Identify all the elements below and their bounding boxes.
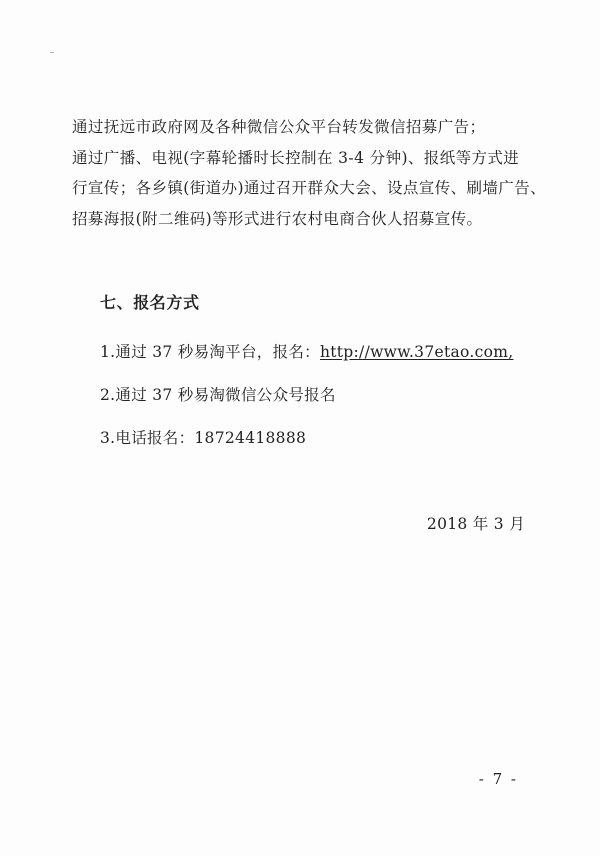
page-number: - 7 - [478, 770, 518, 788]
section-heading: 七、报名方式 [100, 293, 200, 312]
registration-url-link[interactable]: http://www.37etao.com, [319, 343, 514, 361]
scan-speck [50, 52, 54, 53]
paragraph-line: 通过抚远市政府网及各种微信公众平台转发微信招募广告； [72, 118, 486, 136]
paragraph-line: 招募海报(附二维码)等形式进行农村电商合伙人招募宣传。 [72, 209, 483, 228]
paragraph-line: 行宣传；各乡镇(街道办)通过召开群众大会、设点宣传、刷墙广告、 [72, 179, 546, 197]
paragraph-line: 通过广播、电视(字幕轮播时长控制在 3-4 分钟)、报纸等方式进 [72, 148, 520, 167]
registration-item-label: 1.通过 37 秒易淘平台，报名： [100, 343, 320, 361]
registration-item-wechat: 2.通过 37 秒易淘微信公众号报名 [100, 386, 336, 404]
document-date: 2018 年 3 月 [426, 515, 525, 533]
promotion-paragraph [72, 112, 546, 234]
registration-item-platform [100, 340, 513, 362]
registration-item-phone: 3.电话报名：18724418888 [100, 429, 307, 447]
